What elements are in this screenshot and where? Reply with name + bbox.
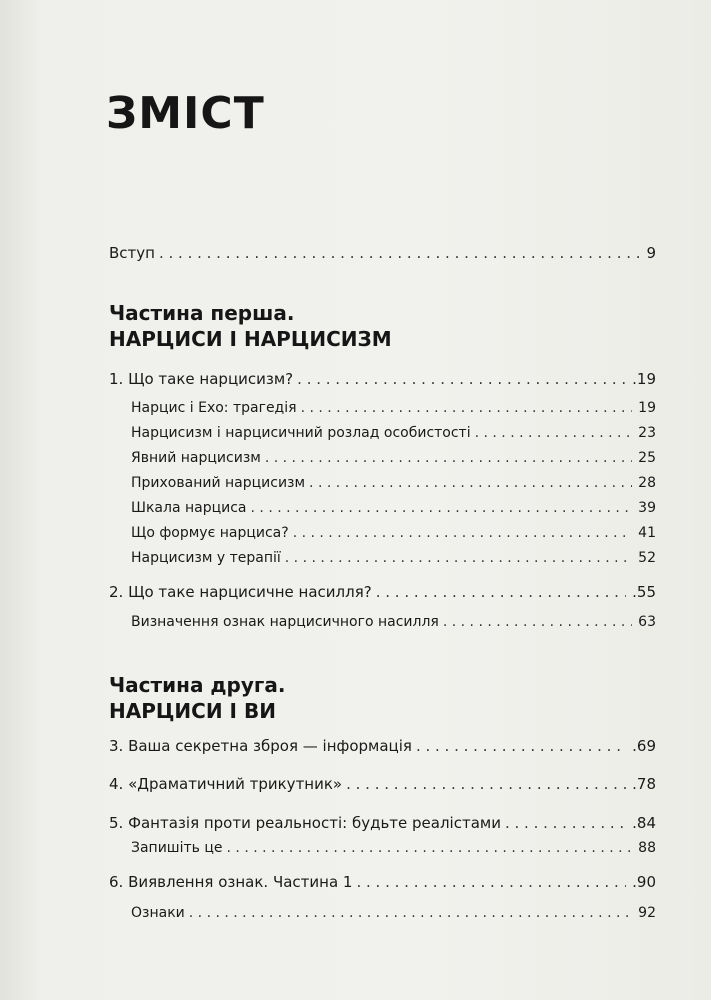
dot-leader — [301, 398, 633, 418]
toc-page-number: 41 — [638, 525, 656, 541]
toc-entry-chapter[interactable] — [109, 582, 656, 602]
toc-entry-section[interactable] — [131, 398, 656, 418]
toc-entry-label: Вступ — [109, 244, 155, 262]
dot-leader — [159, 243, 640, 263]
dot-leader — [356, 872, 626, 892]
dot-leader — [189, 903, 632, 923]
dot-leader — [443, 612, 632, 632]
toc-page-number: 52 — [638, 550, 656, 566]
toc-entry-chapter[interactable] — [109, 872, 656, 892]
part-title: Частина друга. — [109, 673, 286, 697]
toc-page-number: 88 — [638, 840, 656, 856]
toc-page-number: 25 — [638, 450, 656, 466]
toc-entry-chapter[interactable] — [109, 774, 656, 794]
toc-entry-label: 5. Фантазія проти реальності: будьте реалістами — [109, 814, 501, 832]
dot-leader — [293, 523, 632, 543]
part-heading-2 — [109, 672, 285, 724]
toc-entry-section[interactable] — [131, 838, 656, 858]
toc-entry-section[interactable] — [131, 423, 656, 443]
toc-entry-label: 3. Ваша секретна зброя — інформація — [109, 737, 412, 755]
toc-entry-section[interactable] — [131, 448, 656, 468]
toc-entry-section[interactable] — [131, 498, 656, 518]
toc-page-number: .19 — [632, 370, 656, 388]
dot-leader — [505, 813, 626, 833]
dot-leader — [227, 838, 633, 858]
toc-entry-section[interactable] — [131, 523, 656, 543]
dot-leader — [376, 582, 626, 602]
toc-entry-chapter[interactable] — [109, 813, 656, 833]
toc-page-number: 39 — [638, 500, 656, 516]
toc-entry-label: 6. Виявлення ознак. Частина 1 — [109, 873, 353, 891]
toc-page-number: 63 — [638, 614, 656, 630]
toc-entry-label: Явний нарцисизм — [131, 450, 261, 466]
toc-entry-label: Шкала нарциса — [131, 500, 247, 516]
page-title: ЗМІСТ — [106, 88, 265, 139]
dot-leader — [285, 548, 632, 568]
toc-entry-section[interactable] — [131, 548, 656, 568]
toc-entry-chapter[interactable] — [109, 736, 656, 756]
part-title: Частина перша. — [109, 301, 295, 325]
toc-page-number: .55 — [632, 583, 656, 601]
toc-page-number: 92 — [638, 905, 656, 921]
toc-entry-label: Визначення ознак нарцисичного насилля — [131, 614, 439, 630]
dot-leader — [346, 774, 626, 794]
toc-entry-label: Що формує нарциса? — [131, 525, 289, 541]
part-subtitle: НАРЦИСИ І ВИ — [109, 699, 276, 723]
toc-page-number: .84 — [632, 814, 656, 832]
toc-entry-label: 1. Що таке нарцисизм? — [109, 370, 294, 388]
toc-page-number: 28 — [638, 475, 656, 491]
toc-entry-label: Ознаки — [131, 905, 185, 921]
dot-leader — [297, 369, 626, 389]
toc-entry-label: Нарцисизм у терапії — [131, 550, 281, 566]
toc-entry-label: 4. «Драматичний трикутник» — [109, 775, 343, 793]
toc-entry-label: 2. Що таке нарцисичне насилля? — [109, 583, 372, 601]
part-subtitle: НАРЦИСИ І НАРЦИСИЗМ — [109, 327, 392, 351]
dot-leader — [265, 448, 632, 468]
dot-leader — [416, 736, 626, 756]
toc-page-number: .69 — [632, 737, 656, 755]
dot-leader — [475, 423, 633, 443]
toc-entry-section[interactable] — [131, 473, 656, 493]
toc-page-number: 19 — [638, 400, 656, 416]
part-heading-1 — [109, 300, 392, 352]
toc-entry-label: Нарцис і Ехо: трагедія — [131, 400, 297, 416]
toc-entry-chapter[interactable] — [109, 369, 656, 389]
toc-entry-label: Прихований нарцисизм — [131, 475, 306, 491]
toc-entry-section[interactable] — [131, 612, 656, 632]
toc-page-number: .78 — [632, 775, 656, 793]
dot-leader — [309, 473, 632, 493]
toc-entry-label: Запишіть це — [131, 840, 223, 856]
dot-leader — [251, 498, 633, 518]
toc-page-number: 23 — [638, 425, 656, 441]
toc-entry-intro[interactable] — [109, 243, 656, 263]
toc-page-number: .90 — [632, 873, 656, 891]
toc-page-number: 9 — [646, 244, 656, 262]
toc-entry-label: Нарцисизм і нарцисичний розлад особистості — [131, 425, 471, 441]
toc-entry-section[interactable] — [131, 903, 656, 923]
